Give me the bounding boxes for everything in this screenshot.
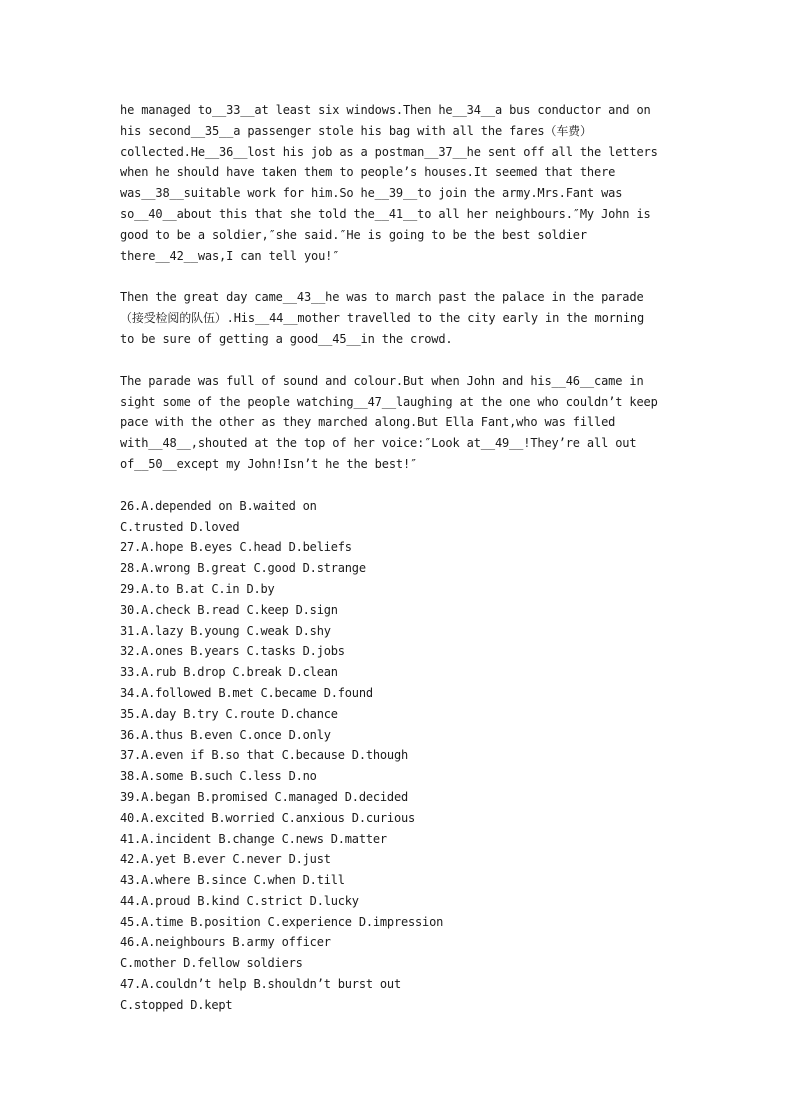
option-line: 30.A.check B.read C.keep D.sign bbox=[120, 602, 338, 617]
option-line: 44.A.proud B.kind C.strict D.lucky bbox=[120, 893, 359, 908]
option-line: 33.A.rub B.drop C.break D.clean bbox=[120, 665, 338, 680]
option-line: 43.A.where B.since C.when D.till bbox=[120, 873, 345, 888]
option-line: C.mother D.fellow soldiers bbox=[120, 956, 303, 971]
option-line: 27.A.hope B.eyes C.head D.beliefs bbox=[120, 540, 352, 555]
option-line: 28.A.wrong B.great C.good D.strange bbox=[120, 561, 366, 576]
option-line: 38.A.some B.such C.less D.no bbox=[120, 769, 317, 784]
option-line: 45.A.time B.position C.experience D.impression bbox=[120, 914, 444, 929]
passage-paragraph-2: Then the great day came__43__he was to march past the palace in the parade（接受检阅的队伍）.His__44__mother travelled to the city early in the morning to be sure of getting a good__45__in the crowd. bbox=[120, 290, 645, 346]
option-line: 31.A.lazy B.young C.weak D.shy bbox=[120, 623, 331, 638]
option-line: 37.A.even if B.so that C.because D.though bbox=[120, 748, 409, 763]
option-line: 42.A.yet B.ever C.never D.just bbox=[120, 852, 331, 867]
option-line: 26.A.depended on B.waited on bbox=[120, 498, 317, 513]
option-line: 40.A.excited B.worried C.anxious D.curious bbox=[120, 810, 416, 825]
option-line: 35.A.day B.try C.route D.chance bbox=[120, 706, 338, 721]
option-line: C.stopped D.kept bbox=[120, 997, 233, 1012]
passage-paragraph-1: he managed to__33__at least six windows.Then he__34__a bus conductor and on his second__35__a passenger stole his bag with all the fares（车费）collected.He__36__lost his job as a postman__37__he sent off all the letters when he should have taken them to people’s houses.It seemed that there was__38__suitable work for him.So he__39__to join the army.Mrs.Fant was so__40__about this that she told the__41__to all her neighbours.″My John is good to be a soldier,″she said.″He is going to be the best soldier there__42__was,I can tell you!″ bbox=[120, 103, 658, 263]
option-line: 41.A.incident B.change C.news D.matter bbox=[120, 831, 387, 846]
option-line: 46.A.neighbours B.army officer bbox=[120, 935, 331, 950]
option-line: 34.A.followed B.met C.became D.found bbox=[120, 685, 373, 700]
option-line: 39.A.began B.promised C.managed D.decided bbox=[120, 789, 409, 804]
document-page bbox=[120, 100, 660, 1016]
option-line: 47.A.couldn’t help B.shouldn’t burst out bbox=[120, 977, 401, 992]
option-line: 36.A.thus B.even C.once D.only bbox=[120, 727, 331, 742]
answer-options-list bbox=[120, 496, 660, 1016]
passage-paragraph-3: The parade was full of sound and colour.But when John and his__46__came in sight some of the people watching__47__laughing at the one who couldn’t keep pace with the other as they marched along.But Ella Fant,who was filled with__48__,shouted at the top of her voice:″Look at__49__!They’re all out of__50__except my John!Isn’t he the best!″ bbox=[120, 373, 658, 471]
option-line: 29.A.to B.at C.in D.by bbox=[120, 581, 275, 596]
option-line: C.trusted D.loved bbox=[120, 519, 240, 534]
option-line: 32.A.ones B.years C.tasks D.jobs bbox=[120, 644, 345, 659]
